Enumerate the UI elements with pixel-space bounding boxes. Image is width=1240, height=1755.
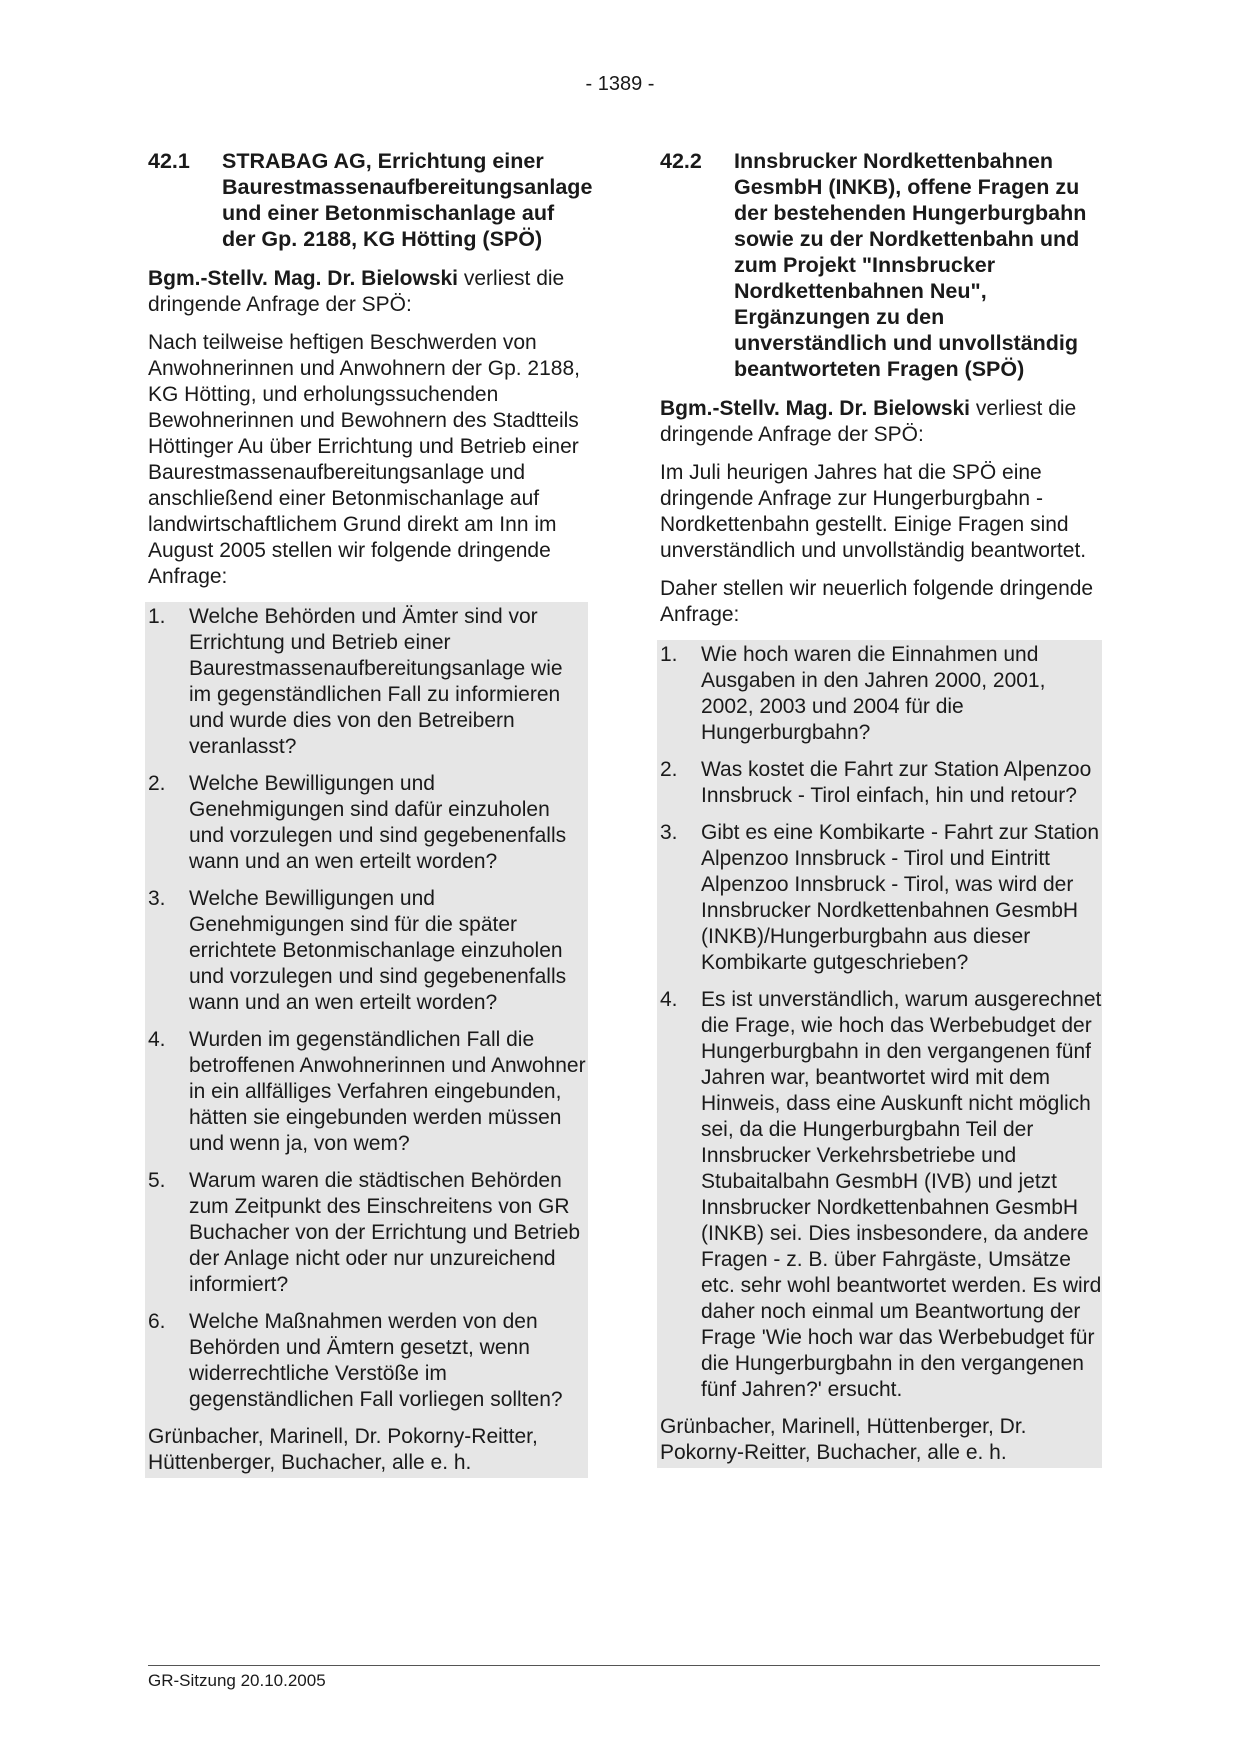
question-item <box>148 771 588 875</box>
question-text: Welche Maßnahmen werden von den Behörden und Ämtern gesetzt, wenn widerrechtliche Verstöße im gegenständlichen Fall vorliegen sollten? <box>189 1310 563 1411</box>
speaker-line <box>148 266 588 318</box>
question-list <box>148 602 588 1413</box>
question-number: 5. <box>148 1169 166 1192</box>
question-item <box>660 987 1102 1403</box>
inquiry-block <box>145 602 588 1478</box>
footer-divider <box>148 1665 1100 1666</box>
section-42-1 <box>148 148 593 1478</box>
question-number: 4. <box>660 988 678 1011</box>
inquiry-block <box>657 640 1102 1468</box>
question-number: 4. <box>148 1028 166 1051</box>
question-item <box>660 757 1102 809</box>
question-item <box>148 1027 588 1157</box>
speaker-text: verliest die dringende Anfrage der SPÖ: <box>148 267 565 316</box>
intro-paragraph: Nach teilweise heftigen Beschwerden von Anwohnerinnen und Anwohnern der Gp. 2188, KG Hötting, und erholungssuchenden Bewohnerinnen und Bewohnern des Stadtteils Höttinger Au über Errichtung und Betrieb einer Baurestmassenaufbereitungsanlage und anschließend einer Betonmischanlage auf landwirtschaftlichem Grund direkt am Inn im August 2005 stellen wir folgende dringende Anfrage: <box>148 331 580 588</box>
question-text: Welche Bewilligungen und Genehmigungen sind für die später errichtete Betonmischanlage einzuholen und vorzulegen und sind gegebenenfalls wann und an wen erteilt worden? <box>189 887 567 1014</box>
question-number: 2. <box>148 772 166 795</box>
speaker-line <box>660 396 1100 448</box>
question-text: Wie hoch waren die Einnahmen und Ausgaben in den Jahren 2000, 2001, 2002, 2003 und 2004 für die Hungerburgbahn? <box>701 643 1046 744</box>
question-text: Was kostet die Fahrt zur Station Alpenzoo Innsbruck - Tirol einfach, hin und retour? <box>701 758 1092 807</box>
speaker-text: verliest die dringende Anfrage der SPÖ: <box>660 397 1077 446</box>
speaker-name: Bgm.-Stellv. Mag. Dr. Bielowski <box>660 397 971 420</box>
question-item <box>660 642 1102 746</box>
question-list <box>660 640 1102 1403</box>
section-heading <box>660 148 1100 382</box>
signers: Grünbacher, Marinell, Dr. Pokorny-Reitter, Hüttenberger, Buchacher, alle e. h. <box>148 1425 538 1474</box>
intro-paragraph: Im Juli heurigen Jahres hat die SPÖ eine dringende Anfrage zur Hungerburgbahn - Nordkettenbahn gestellt. Einige Fragen sind unverständlich und unvollständig beantwortet. <box>660 461 1087 562</box>
question-text: Welche Bewilligungen und Genehmigungen sind dafür einzuholen und vorzulegen und sind gegebenenfalls wann und an wen erteilt worden? <box>189 772 567 873</box>
question-text: Es ist unverständlich, warum ausgerechnet die Frage, wie hoch das Werbebudget der Hungerburgbahn in den vergangenen fünf Jahren war, beantwortet wird mit dem Hinweis, dass eine Auskunft nicht möglich sei, da die Hungerburgbahn Teil der Innsbrucker Verkehrsbetriebe und Stubaitalbahn GesmbH (IVB) und jetzt Innsbrucker Nordkettenbahnen GesmbH (INKB) sei. Dies insbesondere, da andere Fragen - z. B. über Fahrgäste, Umsätze etc. sehr wohl beantwortet werden. Es wird daher noch einmal um Beantwortung der Frage 'Wie hoch war das Werbebudget für die Hungerburgbahn in den vergangenen fünf Jahren?' ersucht. <box>701 988 1102 1401</box>
section-number: 42.1 <box>148 149 190 173</box>
question-item <box>148 1309 588 1413</box>
question-text: Gibt es eine Kombikarte - Fahrt zur Station Alpenzoo Innsbruck - Tirol und Eintritt Alpenzoo Innsbruck - Tirol, was wird der Innsbrucker Nordkettenbahnen GesmbH (INKB)/Hungerburgbahn aus dieser Kombikarte gutgeschrieben? <box>701 821 1100 974</box>
question-text: Wurden im gegenständlichen Fall die betroffenen Anwohnerinnen und Anwohner in ein allfälliges Verfahren eingebunden, hätten sie eingebunden werden müssen und wenn ja, von wem? <box>189 1028 586 1155</box>
question-item <box>148 1168 588 1298</box>
question-number: 2. <box>660 758 678 781</box>
speaker-name: Bgm.-Stellv. Mag. Dr. Bielowski <box>148 267 459 290</box>
question-text: Warum waren die städtischen Behörden zum Zeitpunkt des Einschreitens von GR Buchacher von der Errichtung und Betrieb der Anlage nicht oder nur unzureichend informiert? <box>189 1169 581 1296</box>
page-number: - 1389 - <box>585 73 655 95</box>
section-heading <box>148 148 593 252</box>
intro-paragraph-2: Daher stellen wir neuerlich folgende dringende Anfrage: <box>660 577 1094 626</box>
section-number: 42.2 <box>660 149 702 173</box>
footer-text: GR-Sitzung 20.10.2005 <box>148 1671 326 1690</box>
question-item <box>148 604 588 760</box>
question-number: 6. <box>148 1310 166 1333</box>
question-number: 1. <box>660 643 678 666</box>
question-number: 3. <box>660 821 678 844</box>
section-title: Innsbrucker Nordkettenbahnen GesmbH (INKB), offene Fragen zu der bestehenden Hungerburgbahn sowie zu der Nordkettenbahn und zum Projekt "Innsbrucker Nordkettenbahnen Neu", Ergänzungen zu den unverständlich und unvollständig beantworteten Fragen (SPÖ) <box>734 149 1087 381</box>
question-number: 3. <box>148 887 166 910</box>
section-42-2 <box>660 148 1100 1468</box>
question-item <box>148 886 588 1016</box>
question-text: Welche Behörden und Ämter sind vor Errichtung und Betrieb einer Baurestmassenaufbereitungsanlage wie im gegenständlichen Fall zu informieren und wurde dies von den Betreibern veranlasst? <box>189 605 563 758</box>
question-number: 1. <box>148 605 166 628</box>
question-item <box>660 820 1102 976</box>
signers: Grünbacher, Marinell, Hüttenberger, Dr. Pokorny-Reitter, Buchacher, alle e. h. <box>660 1415 1027 1464</box>
section-title: STRABAG AG, Errichtung einer Baurestmassenaufbereitungsanlage und einer Betonmischanlage auf der Gp. 2188, KG Hötting (SPÖ) <box>222 149 593 251</box>
